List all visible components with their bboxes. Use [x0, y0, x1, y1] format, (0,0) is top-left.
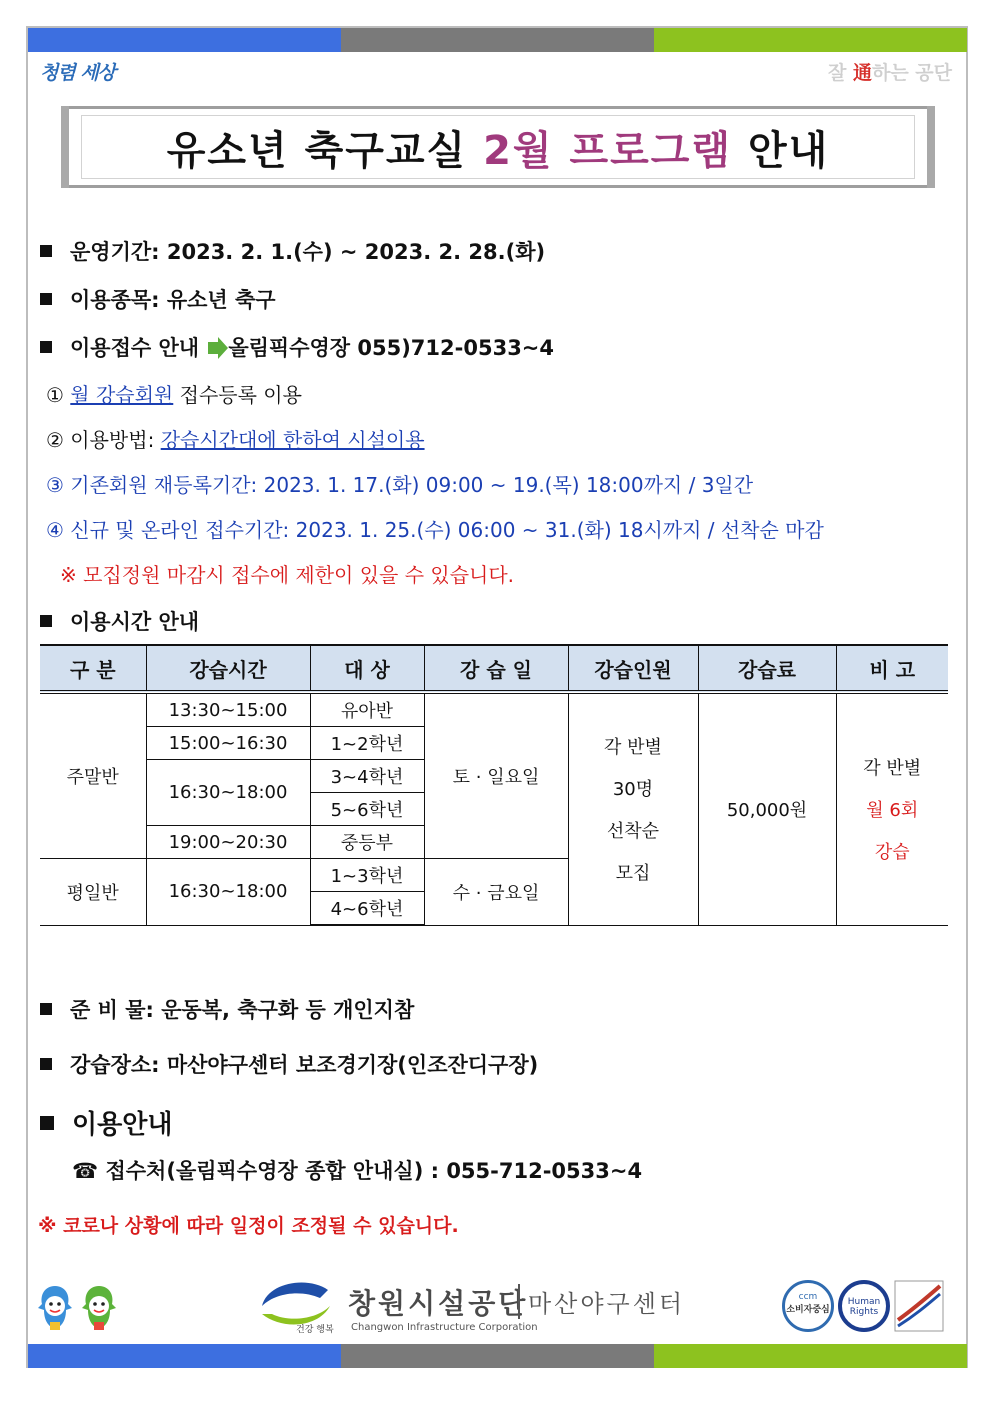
weekend-days: 토 · 일요일	[424, 692, 568, 859]
venue: 강습장소: 마산야구센터 보조경기장(인조잔디구장)	[40, 1049, 538, 1079]
bullet-square-icon	[40, 1058, 52, 1070]
operation-period: 운영기간: 2023. 2. 1.(수) ~ 2023. 2. 28.(화)	[40, 236, 545, 266]
time-cell: 19:00~20:30	[146, 826, 310, 859]
note-2: ② 이용방법: 강습시간대에 한하여 시설이용	[46, 428, 425, 452]
capacity-cell: 각 반별 30명 선착순 모집	[568, 692, 698, 925]
bullet-square-icon	[40, 293, 52, 305]
col-header: 강습인원	[568, 645, 698, 692]
fee-cell: 50,000원	[698, 692, 836, 925]
weekend-class-label: 주말반	[40, 692, 146, 859]
title-banner	[66, 106, 930, 188]
bullet-square-icon	[40, 245, 52, 257]
schedule-heading: 이용시간 안내	[40, 606, 199, 636]
time-cell: 13:30~15:00	[146, 692, 310, 727]
svg-text:건강 행복: 건강 행복	[296, 1325, 334, 1335]
target-cell: 중등부	[310, 826, 424, 859]
reception-info: 이용접수 안내 올림픽수영장 055)712-0533~4	[40, 332, 554, 362]
page-title: 유소년 축구교실 2월 프로그램 안내	[81, 115, 915, 179]
corporation-english-name: Changwon Infrastructure Corporation	[351, 1322, 538, 1333]
mascot-green-icon	[80, 1282, 118, 1332]
note-3: ③ 기존회원 재등록기간: 2023. 1. 17.(화) 09:00 ~ 19.(목) 18:00까지 / 3일간	[46, 473, 754, 497]
sport-type: 이용종목: 유소년 축구	[40, 284, 276, 314]
mascot-blue-icon	[36, 1282, 74, 1332]
col-header: 대 상	[310, 645, 424, 692]
col-header: 구 분	[40, 645, 146, 692]
capacity-warning: ※ 모집정원 마감시 접수에 제한이 있을 수 있습니다.	[60, 563, 515, 587]
col-header: 강 습 일	[424, 645, 568, 692]
guide-heading: 이용안내	[40, 1104, 172, 1141]
human-rights-badge-icon: Human Rights	[838, 1280, 890, 1332]
phone-icon: ☎	[72, 1159, 99, 1183]
slogan-logo: 잘 通하는 공단	[827, 62, 952, 84]
table-row	[40, 692, 948, 727]
contact-line: ☎ 접수처(올림픽수영장 종합 안내실) : 055-712-0533~4	[72, 1159, 643, 1183]
note-4: ④ 신규 및 온라인 접수기간: 2023. 1. 25.(수) 06:00 ~ 31.(화) 18시까지 / 선착순 마감	[46, 518, 824, 542]
bullet-square-icon	[40, 615, 52, 627]
bullet-square-icon	[40, 1116, 54, 1130]
col-header: 비 고	[836, 645, 948, 692]
bullet-square-icon	[40, 1003, 52, 1015]
arrow-right-icon	[206, 337, 228, 359]
schedule-table	[40, 644, 948, 926]
target-cell: 유아반	[310, 692, 424, 727]
integrity-logo: 청렴 세상	[40, 62, 116, 84]
remark-cell: 각 반별 월 6회 강습	[836, 692, 948, 925]
corporation-emblem-icon	[258, 1280, 334, 1336]
target-cell: 1~3학년	[310, 859, 424, 892]
bullet-square-icon	[40, 341, 52, 353]
time-cell: 16:30~18:00	[146, 859, 310, 926]
corporation-name: 창원시설공단	[348, 1287, 529, 1320]
supplies: 준 비 물: 운동복, 축구화 등 개인지참	[40, 994, 414, 1024]
col-header: 강습시간	[146, 645, 310, 692]
weekday-class-label: 평일반	[40, 859, 146, 926]
target-cell: 4~6학년	[310, 892, 424, 926]
col-header: 강습료	[698, 645, 836, 692]
weekday-days: 수 · 금요일	[424, 859, 568, 926]
target-cell: 3~4학년	[310, 760, 424, 793]
note-1: ① 월 강습회원 접수등록 이용	[46, 383, 302, 407]
bottom-color-stripe	[28, 1344, 967, 1368]
top-color-stripe	[28, 28, 967, 52]
certification-mark-icon	[894, 1280, 944, 1332]
table-header-row	[40, 645, 948, 692]
consumer-centered-badge-icon: ccm 소비자중심	[782, 1280, 834, 1332]
center-name: 마산야구센터	[518, 1284, 685, 1319]
time-cell: 15:00~16:30	[146, 727, 310, 760]
target-cell: 5~6학년	[310, 793, 424, 826]
target-cell: 1~2학년	[310, 727, 424, 760]
covid-notice: ※ 코로나 상황에 따라 일정이 조정될 수 있습니다.	[38, 1215, 459, 1237]
time-cell: 16:30~18:00	[146, 760, 310, 826]
